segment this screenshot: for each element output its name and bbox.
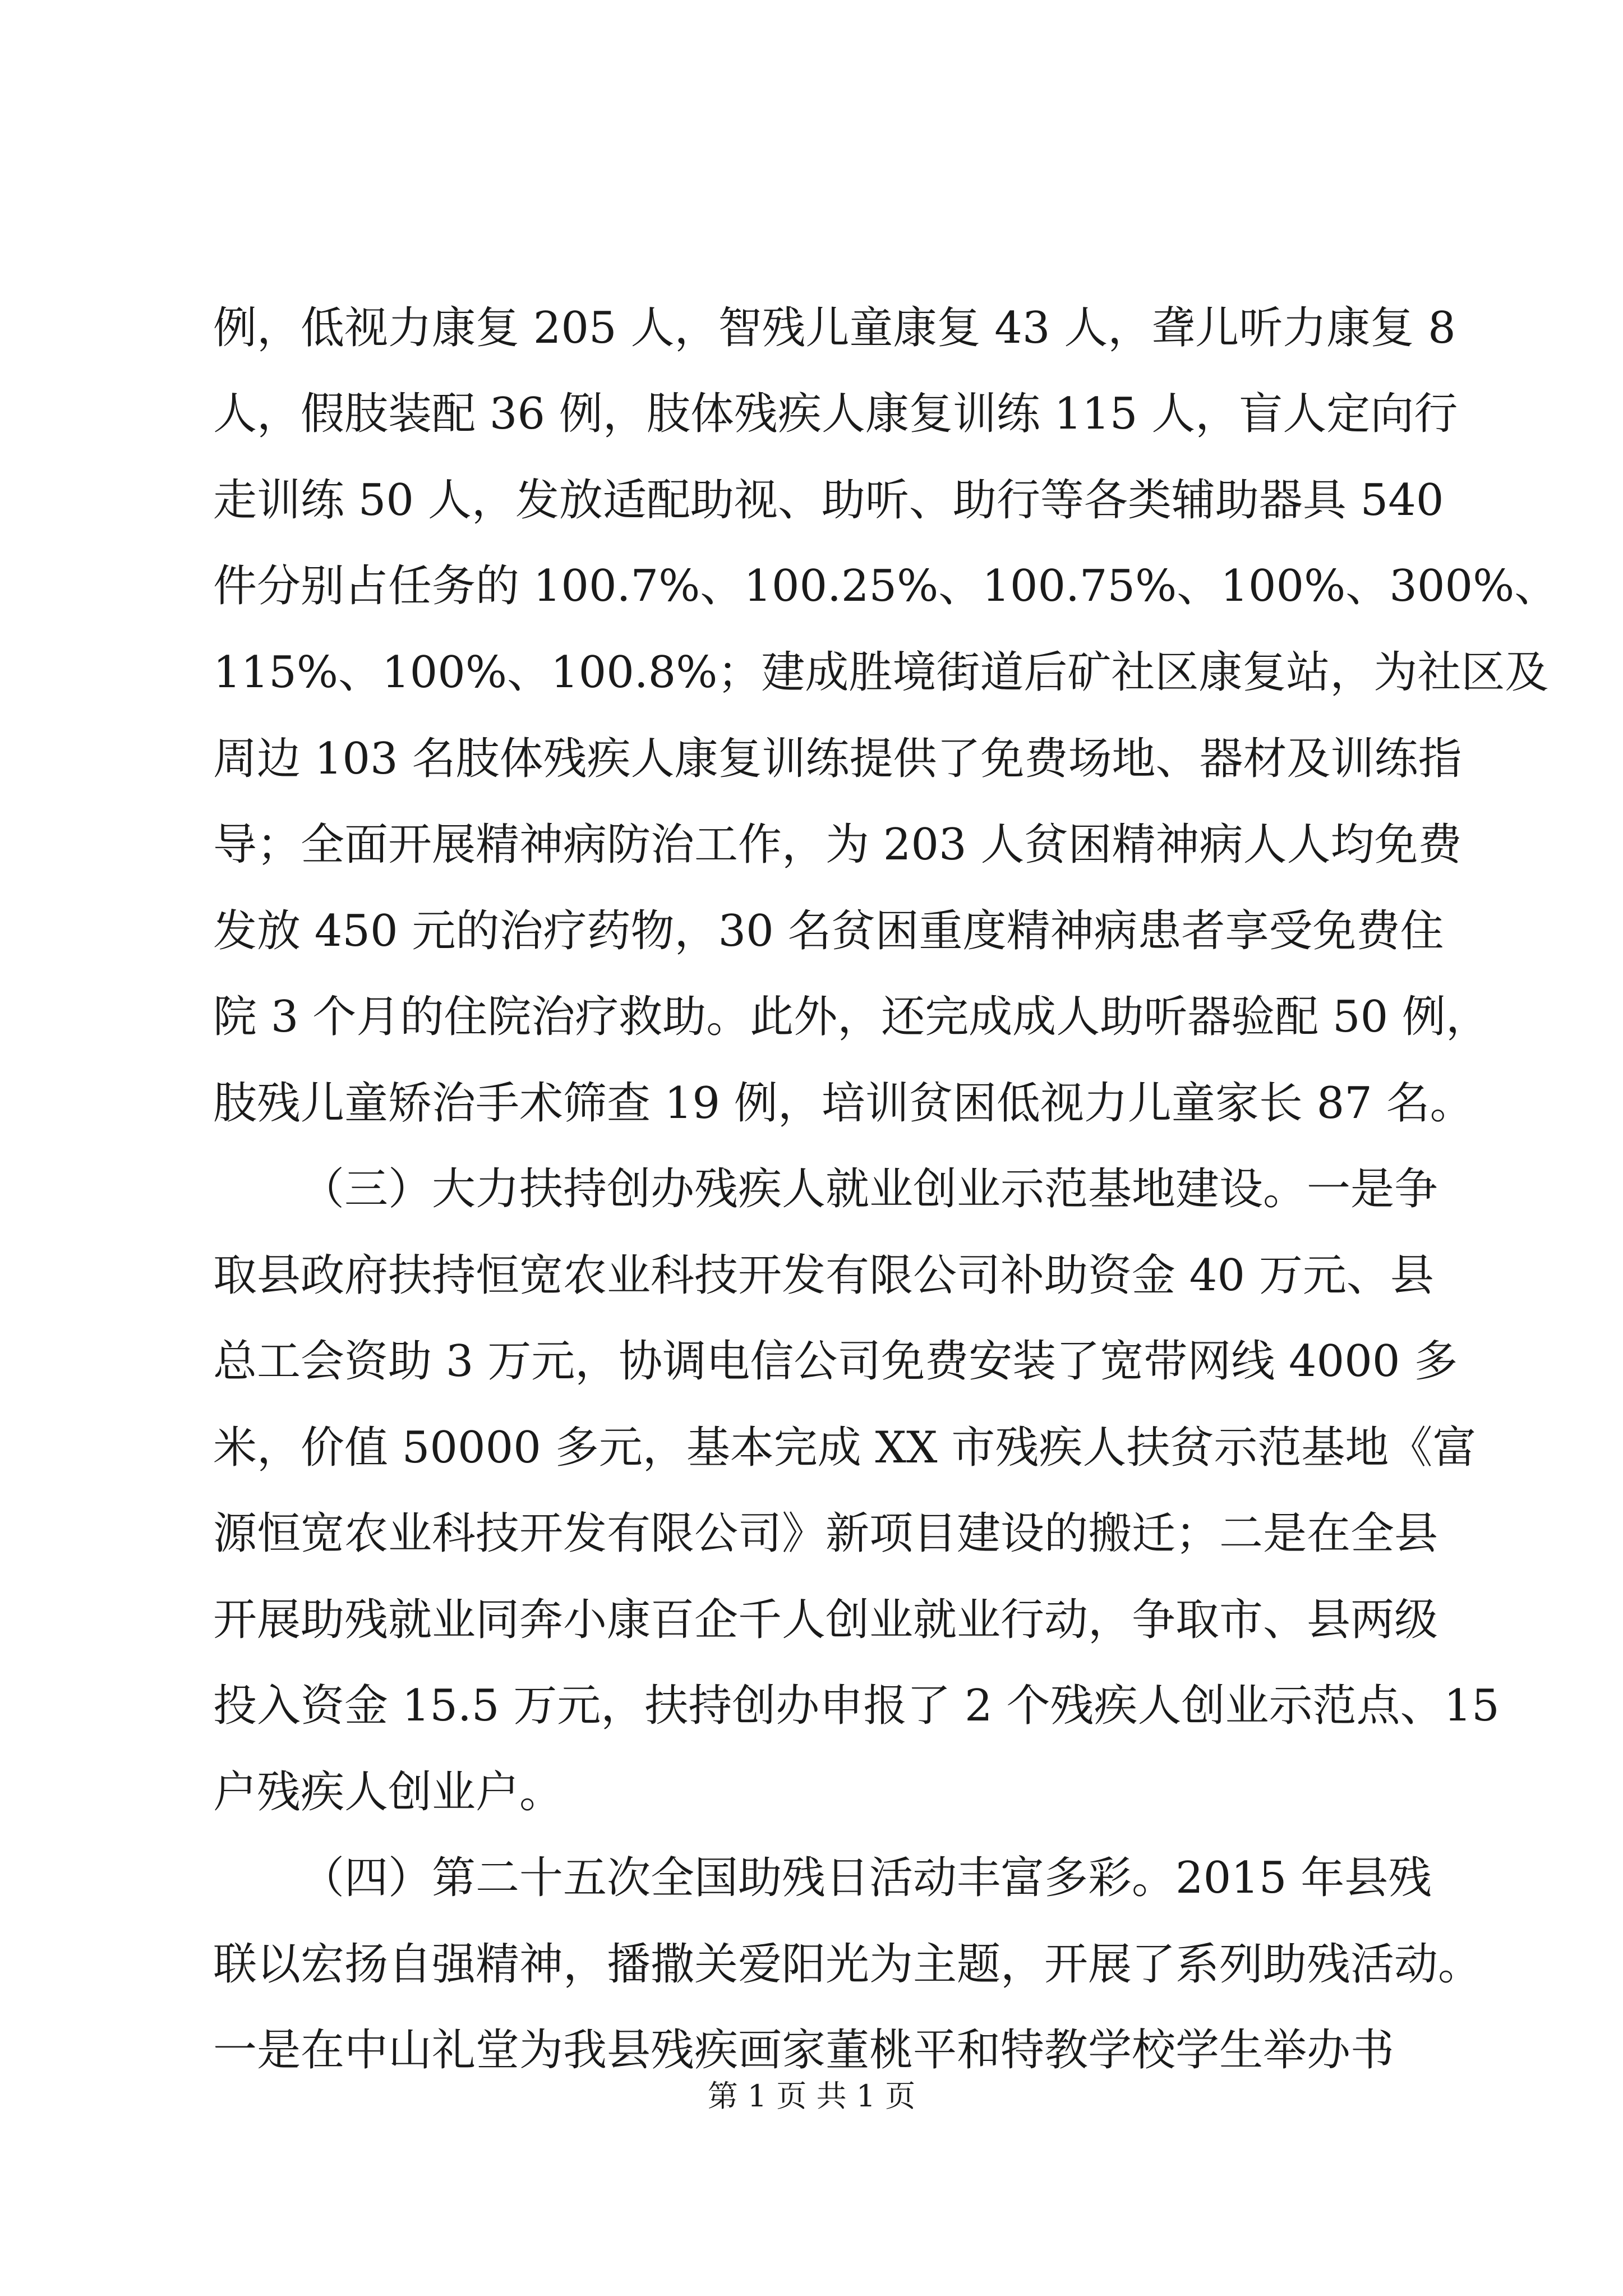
text-line: 件分别占任务的 100.7%、100.25%、100.75%、100%、300%、	[213, 561, 1559, 611]
section-heading-line: （三）大力扶持创办残疾人就业创业示范基地建设。一是争	[301, 1164, 1438, 1214]
text-line: 一是在中山礼堂为我县残疾画家董桃平和特教学校学生举办书	[213, 2025, 1395, 2076]
text-line: 走训练 50 人，发放适配助视、助听、助行等各类辅助器具 540	[213, 475, 1444, 526]
text-line: 发放 450 元的治疗药物，30 名贫困重度精神病患者享受免费住	[213, 906, 1444, 956]
page-footer: 第 1 页 共 1 页	[707, 2078, 916, 2114]
text-line: 户残疾人创业户。	[213, 1767, 564, 1818]
text-line: 院 3 个月的住院治疗救助。此外，还完成成人助听器验配 50 例，	[213, 992, 1490, 1042]
text-line: 115%、100%、100.8%；建成胜境街道后矿社区康复站，为社区及	[213, 647, 1549, 698]
text-line: 取县政府扶持恒宽农业科技开发有限公司补助资金 40 万元、县	[213, 1250, 1434, 1301]
text-line: 人，假肢装配 36 例，肢体残疾人康复训练 115 人，盲人定向行	[213, 389, 1458, 439]
text-line: 源恒宽农业科技开发有限公司》新项目建设的搬迁；二是在全县	[213, 1508, 1438, 1559]
text-line: 开展助残就业同奔小康百企千人创业就业行动，争取市、县两级	[213, 1595, 1438, 1645]
text-line: 周边 103 名肢体残疾人康复训练提供了免费场地、器材及训练指	[213, 734, 1462, 784]
text-line: 例，低视力康复 205 人，智残儿童康复 43 人，聋儿听力康复 8	[213, 303, 1456, 353]
text-line: 米，价值 50000 多元，基本完成 XX 市残疾人扶贫示范基地《富	[213, 1423, 1477, 1473]
text-line: 导；全面开展精神病防治工作，为 203 人贫困精神病人人均免费	[213, 820, 1462, 870]
section-heading-line: （四）第二十五次全国助残日活动丰富多彩。2015 年县残	[301, 1853, 1432, 1903]
text-line: 联以宏扬自强精神，播撒关爱阳光为主题，开展了系列助残活动。	[213, 1939, 1482, 1990]
text-line: 总工会资助 3 万元，协调电信公司免费安装了宽带网线 4000 多	[213, 1336, 1458, 1387]
text-line: 肢残儿童矫治手术筛查 19 例，培训贫困低视力儿童家长 87 名。	[213, 1078, 1474, 1129]
text-line: 投入资金 15.5 万元，扶持创办申报了 2 个残疾人创业示范点、15	[213, 1681, 1500, 1731]
